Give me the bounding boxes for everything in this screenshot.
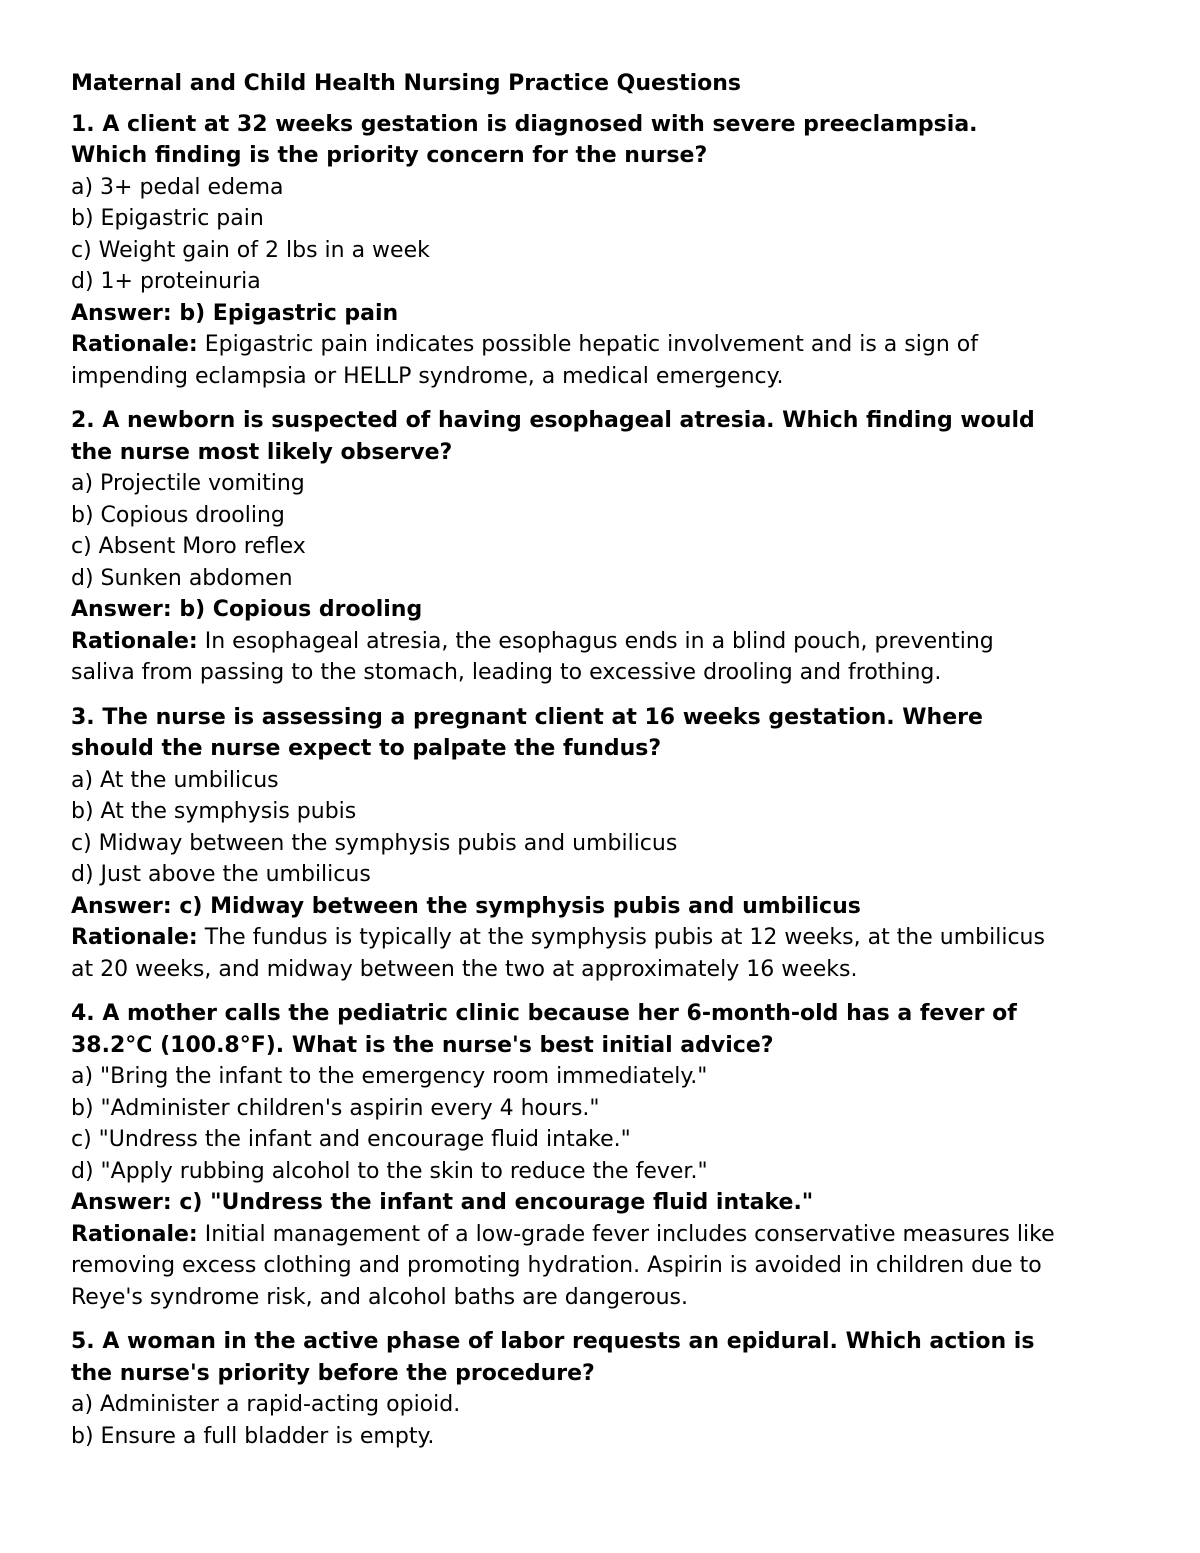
answer-option: a) Projectile vomiting <box>71 471 305 496</box>
answer-option: a) 3+ pedal edema <box>71 174 284 200</box>
answer-option: a) At the umbilicus <box>71 767 279 793</box>
question-stem-line: 1. A client at 32 weeks gestation is diagnosed with severe preeclampsia. <box>71 111 978 137</box>
answer-option: c) Midway between the symphysis pubis and umbilicus <box>71 830 678 856</box>
answer-option: a) Administer a rapid-acting opioid. <box>71 1392 461 1417</box>
rationale-line <box>71 329 1151 361</box>
question-2 <box>71 405 1151 689</box>
rationale-text: The fundus is typically at the symphysis pubis at 12 weeks, at the umbilicus <box>197 925 1045 950</box>
question-stem-line: the nurse most likely observe? <box>71 439 453 465</box>
page-title: Maternal and Child Health Nursing Practice Questions <box>71 71 741 96</box>
answer-option: b) Epigastric pain <box>71 206 264 231</box>
answer-option: b) Copious drooling <box>71 502 285 528</box>
rationale-line: impending eclampsia or HELLP syndrome, a medical emergency. <box>71 363 784 389</box>
question-3 <box>71 702 1151 986</box>
answer-option: b) At the symphysis pubis <box>71 799 357 824</box>
rationale-text: In esophageal atresia, the esophagus ends in a blind pouch, preventing <box>197 628 994 654</box>
rationale-line <box>71 1219 1151 1251</box>
question-stem-line: 5. A woman in the active phase of labor requests an epidural. Which action is <box>71 1329 1035 1354</box>
correct-answer: Answer: c) "Undress the infant and encourage fluid intake." <box>71 1190 814 1215</box>
answer-option: d) Just above the umbilicus <box>71 862 371 887</box>
answer-option: c) Weight gain of 2 lbs in a week <box>71 237 430 263</box>
rationale-text: Epigastric pain indicates possible hepatic involvement and is a sign of <box>197 332 978 357</box>
rationale-line: Reye's syndrome risk, and alcohol baths are dangerous. <box>71 1284 688 1310</box>
question-4 <box>71 998 1151 1313</box>
question-stem-line: 38.2°C (100.8°F). What is the nurse's best initial advice? <box>71 1032 774 1058</box>
answer-option: b) Ensure a full bladder is empty. <box>71 1423 435 1449</box>
rationale-line <box>71 626 1151 658</box>
answer-option: a) "Bring the infant to the emergency room immediately." <box>71 1064 708 1089</box>
correct-answer: Answer: b) Epigastric pain <box>71 300 399 326</box>
question-stem-line: 4. A mother calls the pediatric clinic because her 6-month-old has a fever of <box>71 1001 1017 1026</box>
answer-option: d) "Apply rubbing alcohol to the skin to reduce the fever." <box>71 1158 708 1184</box>
document-page <box>71 68 1151 1465</box>
rationale-label: Rationale: <box>71 1221 198 1247</box>
correct-answer: Answer: b) Copious drooling <box>71 597 423 622</box>
rationale-label: Rationale: <box>71 628 198 654</box>
question-stem-line: the nurse's priority before the procedure? <box>71 1360 595 1386</box>
rationale-text: Initial management of a low-grade fever includes conservative measures like <box>197 1221 1055 1247</box>
rationale-line: saliva from passing to the stomach, leading to excessive drooling and frothing. <box>71 660 942 685</box>
answer-option: b) "Administer children's aspirin every 4 hours." <box>71 1095 600 1121</box>
correct-answer: Answer: c) Midway between the symphysis pubis and umbilicus <box>71 893 861 919</box>
rationale-line <box>71 922 1151 954</box>
rationale-label: Rationale: <box>71 332 198 357</box>
rationale-line: at 20 weeks, and midway between the two at approximately 16 weeks. <box>71 956 858 982</box>
question-5 <box>71 1326 1151 1452</box>
question-stem-line: Which finding is the priority concern for the nurse? <box>71 143 708 168</box>
question-stem-line: 2. A newborn is suspected of having esophageal atresia. Which finding would <box>71 408 1035 433</box>
answer-option: c) Absent Moro reflex <box>71 534 306 559</box>
answer-option: d) 1+ proteinuria <box>71 269 261 294</box>
question-stem-line: 3. The nurse is assessing a pregnant client at 16 weeks gestation. Where <box>71 704 983 730</box>
answer-option: d) Sunken abdomen <box>71 565 293 591</box>
rationale-label: Rationale: <box>71 925 198 950</box>
question-stem-line: should the nurse expect to palpate the fundus? <box>71 736 662 761</box>
rationale-line: removing excess clothing and promoting hydration. Aspirin is avoided in children due to <box>71 1253 1042 1278</box>
question-1 <box>71 109 1151 393</box>
answer-option: c) "Undress the infant and encourage fluid intake." <box>71 1127 631 1152</box>
